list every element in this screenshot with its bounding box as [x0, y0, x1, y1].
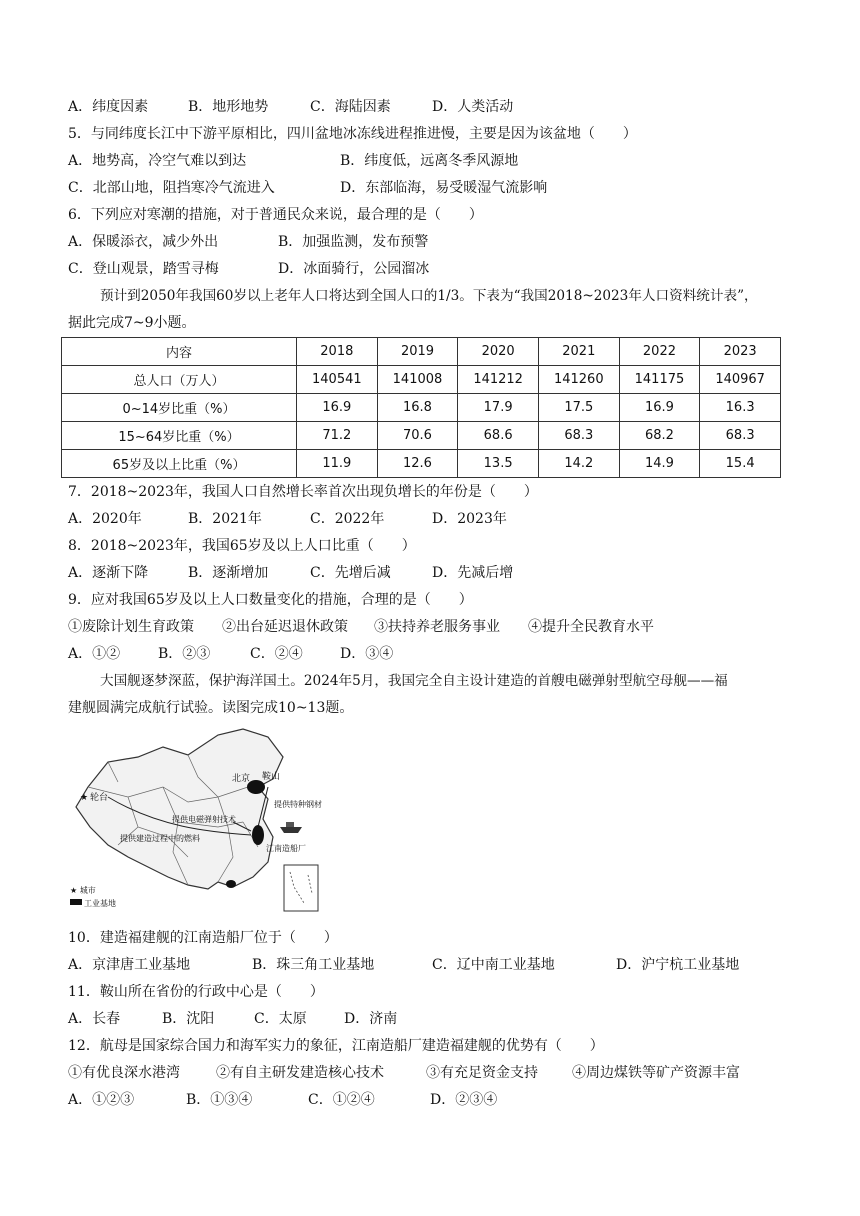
table-header-cell: 2023 — [700, 338, 781, 366]
intro-7-9-line2: 据此完成7~9小题。 — [68, 315, 196, 331]
q8-options — [68, 563, 513, 583]
q12-option-d: D．②③④ — [430, 1092, 498, 1108]
table-cell: 140541 — [297, 366, 378, 394]
q9-choice-2: ②出台延迟退休政策 — [222, 619, 348, 635]
q12-stem: 12．航母是国家综合国力和海军实力的象征，江南造船厂建造福建舰的优势有（ ） — [68, 1038, 604, 1054]
q4-option-c: C．海陆因素 — [310, 99, 391, 115]
q6-stem: 6．下列应对寒潮的措施，对于普通民众来说，最合理的是（ ） — [68, 207, 483, 223]
label-luntai: 轮台 — [90, 793, 109, 803]
q10-stem: 10．建造福建舰的江南造船厂位于（ ） — [68, 930, 338, 946]
q5-options-row1 — [68, 151, 518, 171]
q8-stem: 8．2018~2023年，我国65岁及以上人口比重（ ） — [68, 538, 416, 554]
q9-option-a: A．①② — [68, 646, 121, 662]
table-cell: 11.9 — [297, 450, 378, 478]
q10-option-a: A．京津唐工业基地 — [68, 957, 191, 973]
q9-options — [68, 644, 393, 664]
table-row — [62, 422, 781, 450]
q11-option-c: C．太原 — [254, 1011, 307, 1027]
q5-option-a: A．地势高，冷空气难以到达 — [68, 153, 247, 169]
q4-option-a: A．纬度因素 — [68, 99, 149, 115]
intro-10-13-line2: 建舰圆满完成航行试验。读图完成10~13题。 — [68, 700, 354, 716]
q12-options — [68, 1090, 497, 1110]
q10-option-b: B．珠三角工业基地 — [252, 957, 375, 973]
table-header-cell: 2021 — [538, 338, 619, 366]
q6-options-row1 — [68, 232, 428, 252]
q7-stem: 7．2018~2023年，我国人口自然增长率首次出现负增长的年份是（ ） — [68, 484, 538, 500]
q7-option-a: A．2020年 — [68, 511, 142, 527]
star-icon: ★ — [80, 793, 89, 803]
table-row-label: 65岁及以上比重（%） — [62, 450, 297, 478]
q5-option-b: B．纬度低，远离冬季风源地 — [340, 153, 519, 169]
label-anshan: 鞍山 — [262, 772, 281, 782]
table-header-cell: 2020 — [458, 338, 539, 366]
table-cell: 68.3 — [700, 422, 781, 450]
q9-choice-1: ①废除计划生育政策 — [68, 619, 194, 635]
q11-stem: 11．鞍山所在省份的行政中心是（ ） — [68, 984, 324, 1000]
table-row-label: 0~14岁比重（%） — [62, 394, 297, 422]
table-row — [62, 450, 781, 478]
q10-option-d: D．沪宁杭工业基地 — [616, 957, 740, 973]
q9-choices — [68, 617, 654, 637]
q6-option-a: A．保暖添衣，减少外出 — [68, 234, 219, 250]
q7-option-b: B．2021年 — [188, 511, 262, 527]
q11-option-b: B．沈阳 — [162, 1011, 215, 1027]
industrial-base-shanghai — [252, 825, 264, 845]
intro-10-13-line1: 大国舰逐梦深蓝，保护海洋国土。2024年5月，我国完全自主设计建造的首艘电磁弹射型航空母舰——福 — [100, 673, 728, 689]
q10-options — [68, 955, 739, 975]
q12-option-b: B．①③④ — [186, 1092, 253, 1108]
q9-choice-3: ③扶持养老服务事业 — [374, 619, 500, 635]
q4-option-d: D．人类活动 — [432, 99, 514, 115]
q12-choices — [68, 1063, 740, 1083]
q9-stem: 9．应对我国65岁及以上人口数量变化的措施，合理的是（ ） — [68, 592, 473, 608]
q5-option-c: C．北部山地，阻挡寒冷气流进入 — [68, 180, 275, 196]
table-header-cell: 内容 — [62, 338, 297, 366]
intro-7-9-line1: 预计到2050年我国60岁以上老年人口将达到全国人口的1/3。下表为“我国2018~2023年人口资料统计表”， — [100, 288, 758, 304]
q7-option-d: D．2023年 — [432, 511, 507, 527]
q12-choice-4: ④周边煤铁等矿产资源丰富 — [572, 1065, 740, 1081]
q8-option-b: B．逐渐增加 — [188, 565, 269, 581]
table-cell: 141260 — [538, 366, 619, 394]
table-cell: 141008 — [377, 366, 458, 394]
q6-option-c: C．登山观景，踏雪寻梅 — [68, 261, 219, 277]
q9-option-d: D．③④ — [340, 646, 394, 662]
q6-options-row2 — [68, 259, 429, 279]
q6-option-b: B．加强监测，发布预警 — [278, 234, 429, 250]
q12-choice-3: ③有充足资金支持 — [426, 1065, 538, 1081]
q6-option-d: D．冰面骑行，公园溜冰 — [278, 261, 430, 277]
table-cell: 68.3 — [538, 422, 619, 450]
table-cell: 16.9 — [297, 394, 378, 422]
q8-option-a: A．逐渐下降 — [68, 565, 149, 581]
legend-base: 工业基地 — [84, 899, 116, 908]
q7-options — [68, 509, 507, 529]
legend-city: ★ 城市 — [70, 886, 96, 895]
label-beijing: 北京 — [232, 774, 251, 784]
q12-choice-2: ②有自主研发建造核心技术 — [216, 1065, 384, 1081]
table-row — [62, 394, 781, 422]
table-cell: 16.3 — [700, 394, 781, 422]
table-row-label: 总人口（万人） — [62, 366, 297, 394]
q9-choice-4: ④提升全民教育水平 — [528, 619, 654, 635]
table-row — [62, 366, 781, 394]
china-map-graphic — [68, 727, 324, 915]
q8-option-d: D．先减后增 — [432, 565, 514, 581]
q5-option-d: D．东部临海，易受暖湿气流影响 — [340, 180, 548, 196]
q10-option-c: C．辽中南工业基地 — [432, 957, 555, 973]
table-cell: 12.6 — [377, 450, 458, 478]
population-table — [61, 337, 781, 478]
q11-option-a: A．长春 — [68, 1011, 121, 1027]
china-industry-map — [68, 727, 324, 915]
table-cell: 70.6 — [377, 422, 458, 450]
q4-option-b: B．地形地势 — [188, 99, 269, 115]
table-cell: 140967 — [700, 366, 781, 394]
table-cell: 14.2 — [538, 450, 619, 478]
label-steel: 提供特种钢材 — [274, 800, 322, 809]
table-cell: 17.9 — [458, 394, 539, 422]
legend-base-swatch — [70, 899, 82, 905]
q12-option-c: C．①②④ — [308, 1092, 375, 1108]
table-header-cell: 2022 — [619, 338, 700, 366]
table-cell: 17.5 — [538, 394, 619, 422]
table-cell: 14.9 — [619, 450, 700, 478]
q7-option-c: C．2022年 — [310, 511, 385, 527]
q5-stem: 5．与同纬度长江中下游平原相比，四川盆地冰冻线进程推进慢，主要是因为该盆地（ ） — [68, 126, 637, 142]
label-tech: 提供电磁弹射技术 — [172, 815, 236, 824]
china-outline — [76, 729, 283, 889]
table-cell: 141212 — [458, 366, 539, 394]
table-header-cell: 2019 — [377, 338, 458, 366]
south-china-sea-inset — [284, 865, 318, 911]
table-cell: 13.5 — [458, 450, 539, 478]
label-fuel: 提供建造过程中的燃料 — [120, 834, 200, 843]
table-cell: 68.2 — [619, 422, 700, 450]
q4-options — [68, 97, 513, 117]
q12-option-a: A．①②③ — [68, 1092, 135, 1108]
q9-option-b: B．②③ — [158, 646, 211, 662]
industrial-base-guangzhou — [226, 880, 236, 888]
q5-options-row2 — [68, 178, 547, 198]
q9-option-c: C．②④ — [250, 646, 303, 662]
ship-icon — [280, 822, 302, 833]
table-cell: 71.2 — [297, 422, 378, 450]
table-cell: 68.6 — [458, 422, 539, 450]
q11-option-d: D．济南 — [344, 1011, 398, 1027]
q8-option-c: C．先增后减 — [310, 565, 391, 581]
table-cell: 16.9 — [619, 394, 700, 422]
table-cell: 15.4 — [700, 450, 781, 478]
q12-choice-1: ①有优良深水港湾 — [68, 1065, 180, 1081]
table-cell: 16.8 — [377, 394, 458, 422]
table-row-label: 15~64岁比重（%） — [62, 422, 297, 450]
table-cell: 141175 — [619, 366, 700, 394]
table-header-cell: 2018 — [297, 338, 378, 366]
table-header-row — [62, 338, 781, 366]
label-shipyard: 江南造船厂 — [266, 844, 306, 853]
q11-options — [68, 1009, 397, 1029]
